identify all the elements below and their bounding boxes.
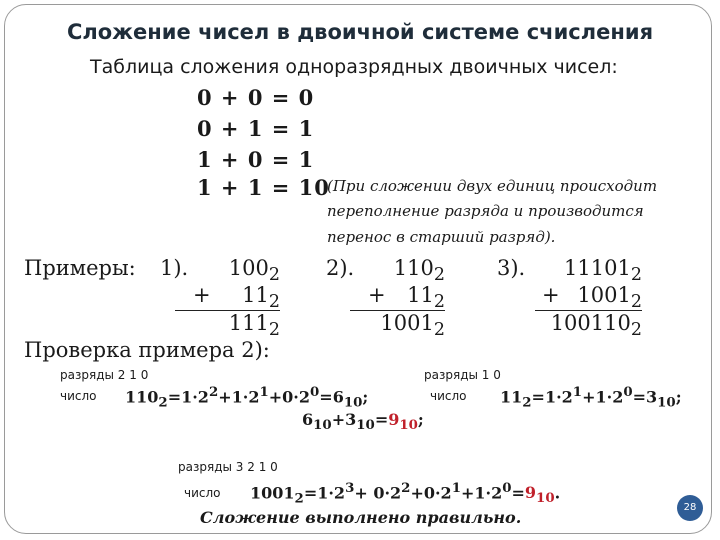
rule-0-1: 0 + 1 = 1	[197, 116, 315, 141]
example-3-result: $100110_2$	[550, 311, 642, 341]
overflow-note-line-1: (При сложении двух единиц происходит	[327, 177, 658, 195]
page-number-badge: 28	[677, 495, 703, 521]
example-2-addend-a: $110_2$	[393, 256, 445, 286]
example-1-addend-b: $11_2$	[242, 283, 280, 313]
example-2-addend-b: $11_2$	[407, 283, 445, 313]
overflow-note-line-3: перенос в старший разряд).	[327, 228, 556, 246]
table-subtitle: Таблица сложения одноразрядных двоичных чисел:	[90, 56, 618, 78]
example-3-plus: +	[542, 283, 560, 307]
example-1-result: $111_2$	[228, 311, 280, 341]
number-label-right: число	[430, 389, 467, 403]
rule-1-1: 1 + 1 = 10	[197, 175, 330, 200]
digits-label-bottom: разряды 3 2 1 0	[178, 460, 278, 474]
formula-1001-to-decimal: $1001_2=1\cdot 2^3+ 0\cdot 2^2+0\cdot 2^1+1\cdot 2^0=9_{10}$.	[250, 480, 561, 507]
example-2-plus: +	[368, 283, 386, 307]
example-2-result: $1001_2$	[380, 311, 445, 341]
overflow-note-line-2: переполнение разряда и производится	[327, 202, 644, 220]
conclusion-text: Сложение выполнено правильно.	[200, 508, 522, 527]
digits-label-left: разряды 2 1 0	[60, 368, 149, 382]
number-label-left: число	[60, 389, 97, 403]
example-1-number: 1).	[160, 256, 189, 280]
example-1-addend-a: $100_2$	[228, 256, 280, 286]
examples-label: Примеры:	[24, 256, 136, 280]
formula-11-to-decimal: $11_2=1\cdot 2^1+1\cdot 2^0=3_{10}$;	[500, 384, 682, 411]
rule-0-0: 0 + 0 = 0	[197, 85, 315, 110]
example-3-addend-a: $11101_2$	[564, 256, 642, 286]
example-3-addend-b: $1001_2$	[577, 283, 642, 313]
example-3-number: 3).	[497, 256, 526, 280]
check-heading: Проверка примера 2):	[24, 338, 270, 362]
formula-110-to-decimal: $110_2=1\cdot 2^2+1\cdot 2^1+0\cdot 2^0=6_{10}$;	[125, 384, 369, 411]
number-label-bottom: число	[184, 486, 221, 500]
digits-label-right: разряды 1 0	[424, 368, 501, 382]
example-1-plus: +	[193, 283, 211, 307]
rule-1-0: 1 + 0 = 1	[197, 147, 315, 172]
example-2-number: 2).	[326, 256, 355, 280]
slide-title: Сложение чисел в двоичной системе счисления	[66, 20, 654, 44]
decimal-sum: $6_{10}+3_{10}=9_{10}$;	[302, 410, 424, 434]
